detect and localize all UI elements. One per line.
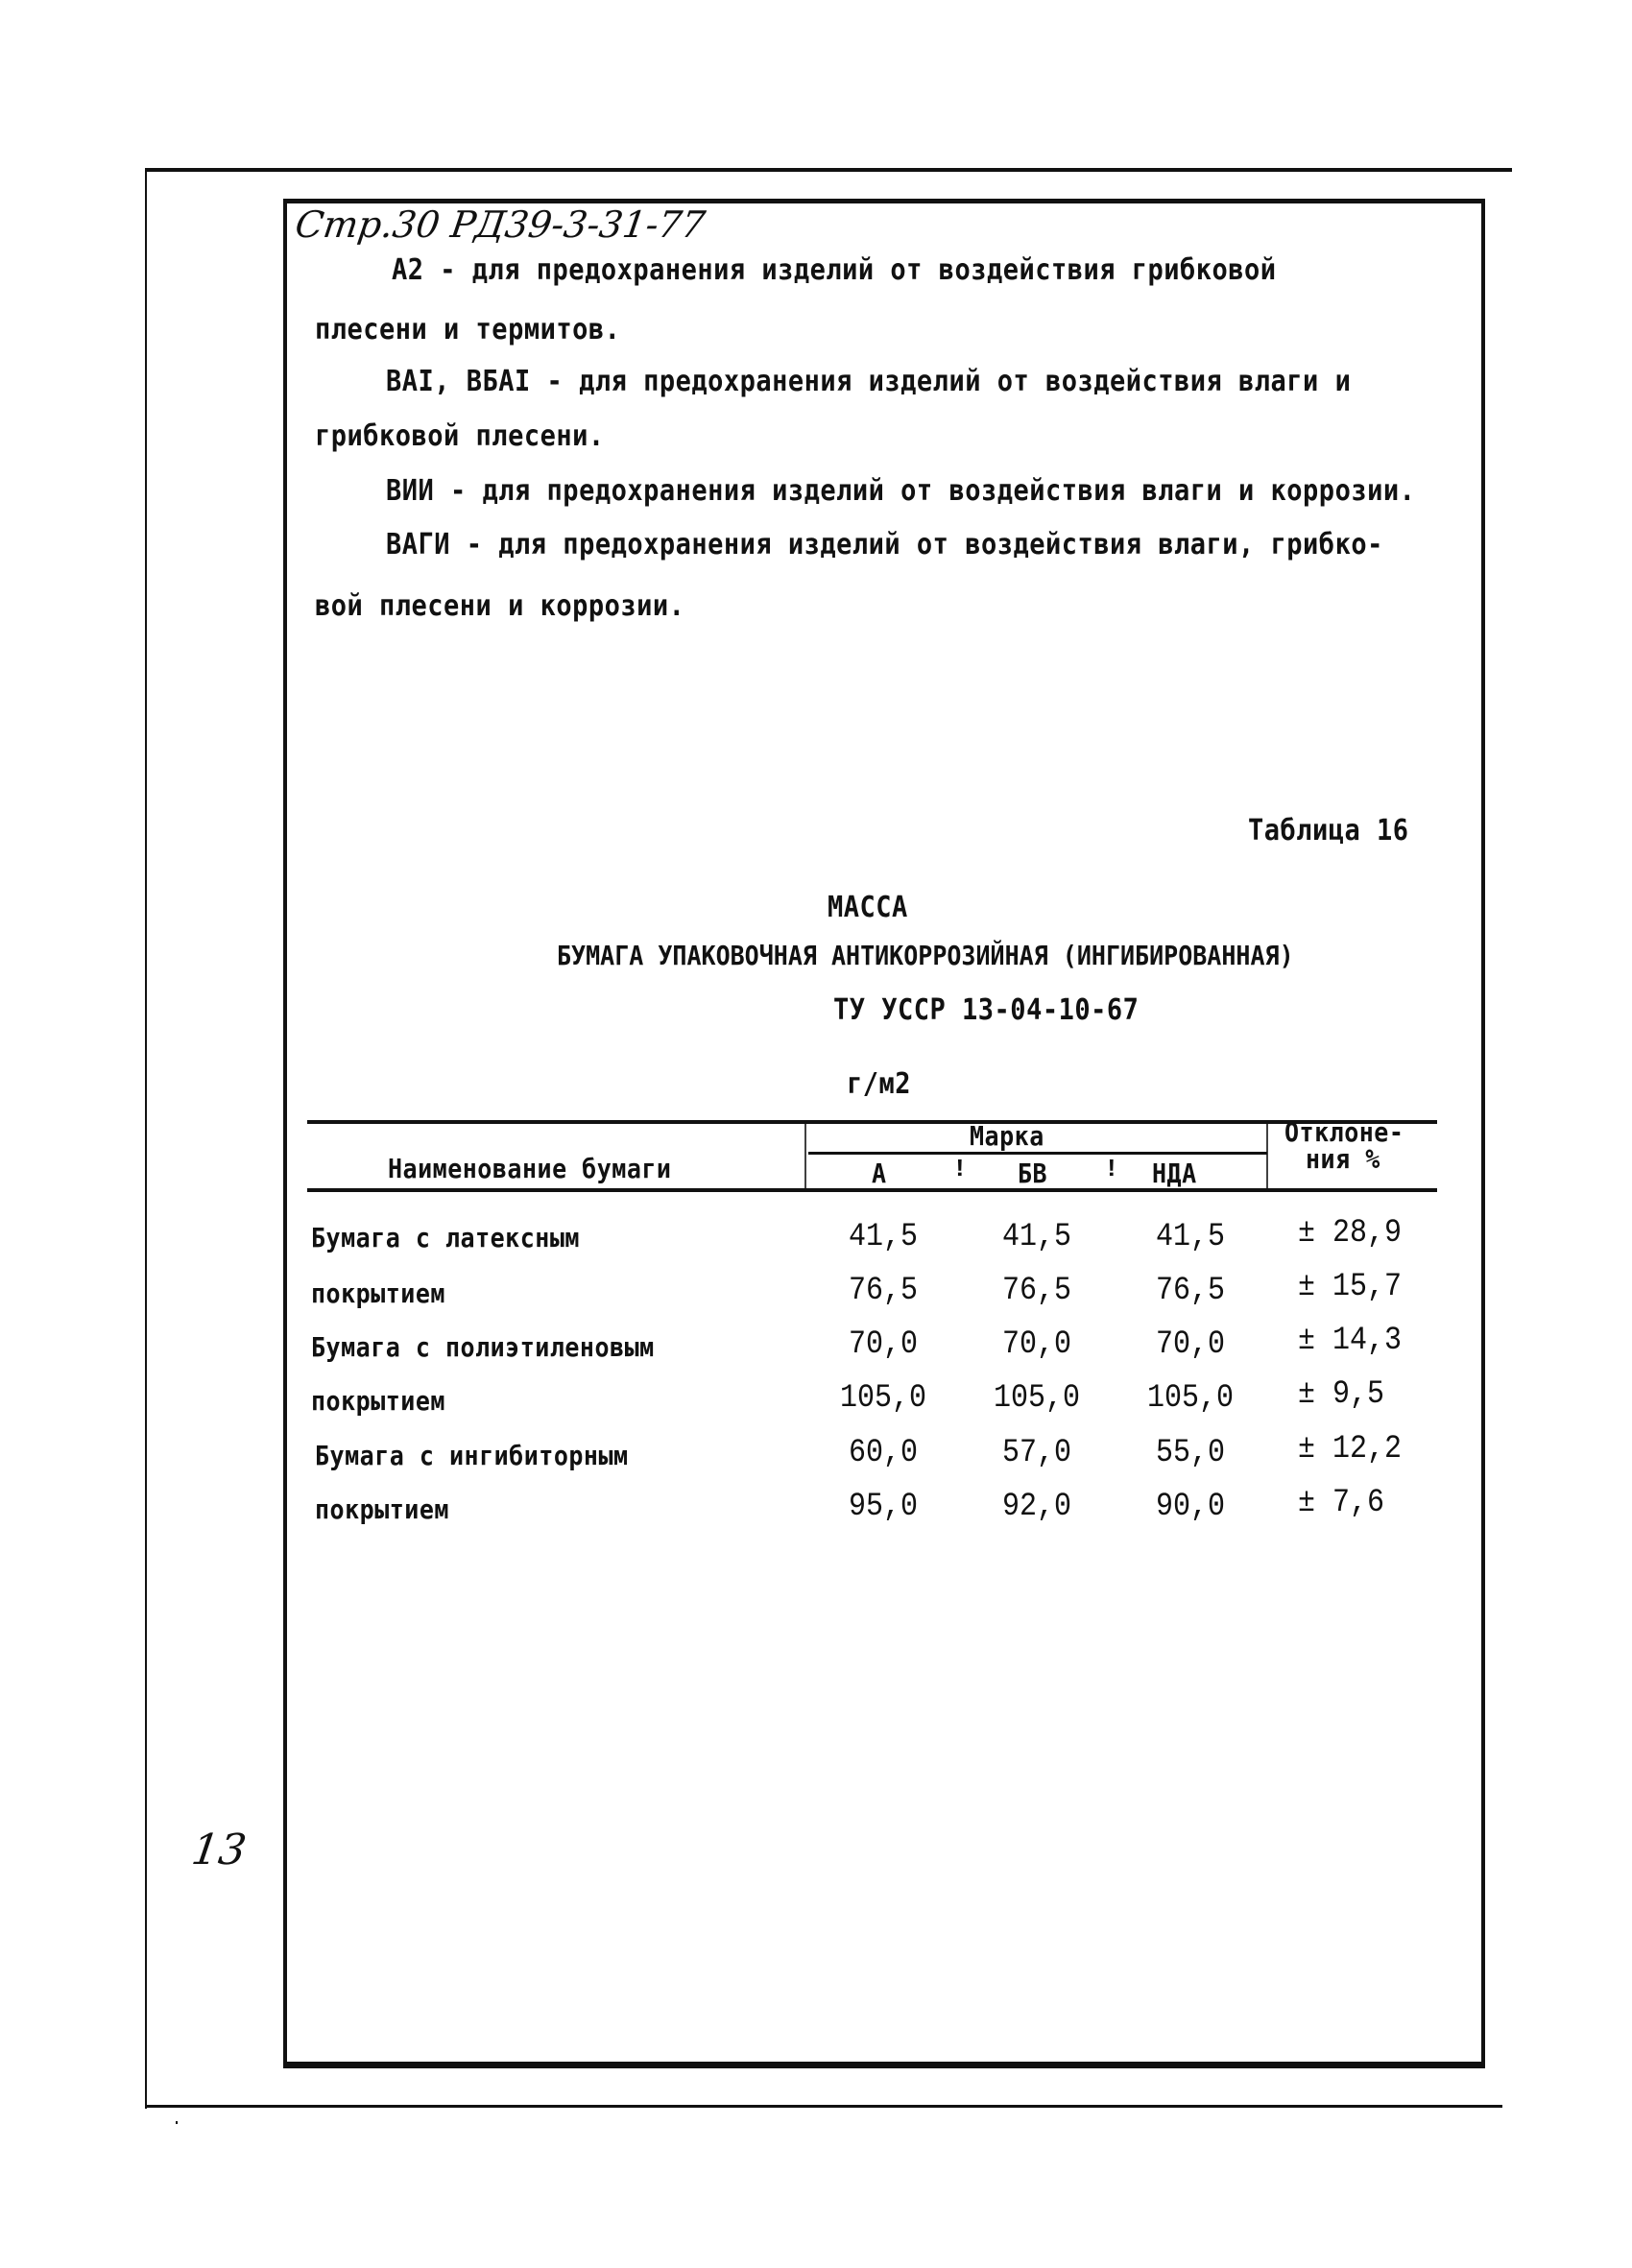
inner-frame-bottom [283, 2062, 1485, 2068]
page-header: Стр.30 РД39-3-31-77 [292, 203, 708, 246]
cell-a: 41,5 [848, 1218, 918, 1256]
table-divider-deviation [1266, 1120, 1268, 1190]
paragraph-4-line-1: ВАГИ - для предохранения изделий от воздействия влаги, грибко- [386, 528, 1383, 561]
paragraph-3-line-1: ВИИ - для предохранения изделий от воздействия влаги и коррозии. [386, 474, 1416, 508]
margin-page-number: 13 [188, 1826, 250, 1874]
row-name: Бумага с полиэтиленовым [311, 1331, 655, 1363]
cell-a: 105,0 [839, 1379, 926, 1418]
paragraph-2-line-2: грибковой плесени. [315, 419, 605, 453]
cell-bv: 92,0 [1001, 1488, 1071, 1526]
table-unit: г/м2 [847, 1067, 912, 1101]
row-name: покрытием [315, 1493, 449, 1525]
table-row [0, 1375, 1632, 1420]
table-row [0, 1214, 1632, 1259]
outer-frame-top [147, 168, 1512, 172]
table-row [0, 1484, 1632, 1529]
inner-frame-left [283, 199, 287, 2068]
paragraph-4-line-2: вой плесени и коррозии. [315, 589, 685, 623]
row-name: покрытием [311, 1385, 445, 1417]
cell-bv: 70,0 [1001, 1325, 1071, 1364]
header-grade-a: А [872, 1158, 887, 1189]
cell-bv: 41,5 [1001, 1218, 1071, 1256]
cell-a: 70,0 [848, 1325, 918, 1364]
cell-bv: 105,0 [993, 1379, 1080, 1418]
scan-speck [176, 2121, 178, 2124]
cell-deviation: ± 28,9 [1298, 1214, 1403, 1253]
cell-nda: 105,0 [1146, 1379, 1234, 1418]
header-name: Наименование бумаги [388, 1153, 672, 1184]
table-subtitle: БУМАГА УПАКОВОЧНАЯ АНТИКОРРОЗИЙНАЯ (ИНГИБИРОВАННАЯ) [557, 940, 1294, 971]
cell-bv: 57,0 [1001, 1434, 1071, 1472]
cell-a: 60,0 [848, 1434, 918, 1472]
cell-nda: 76,5 [1155, 1272, 1225, 1310]
header-separator: ! [952, 1155, 968, 1183]
cell-deviation: ± 12,2 [1298, 1430, 1403, 1468]
table-title: МАССА [828, 891, 908, 924]
cell-deviation: ± 15,7 [1298, 1268, 1403, 1306]
cell-nda: 55,0 [1155, 1434, 1225, 1472]
row-name: Бумага с ингибиторным [315, 1440, 629, 1471]
table-label: Таблица 16 [1248, 814, 1409, 848]
cell-nda: 41,5 [1155, 1218, 1225, 1256]
table-standard: ТУ УССР 13-04-10-67 [833, 993, 1140, 1027]
cell-deviation: ± 14,3 [1298, 1322, 1403, 1360]
cell-nda: 70,0 [1155, 1325, 1225, 1364]
cell-deviation: ± 9,5 [1298, 1375, 1385, 1414]
cell-a: 76,5 [848, 1272, 918, 1310]
header-grade-group: Марка [970, 1120, 1044, 1152]
cell-nda: 90,0 [1155, 1488, 1225, 1526]
row-name: покрытием [311, 1277, 445, 1309]
header-separator: ! [1104, 1155, 1119, 1183]
paragraph-2-line-1: ВАI, ВБАI - для предохранения изделий от воздействия влаги и [386, 365, 1352, 398]
paragraph-1-line-1: А2 - для предохранения изделий от воздействия грибковой [392, 253, 1277, 287]
table-row [0, 1322, 1632, 1367]
header-grade-bv: БВ [1018, 1158, 1048, 1189]
header-deviation-1: Отклоне- [1284, 1116, 1404, 1148]
table-row [0, 1430, 1632, 1475]
cell-a: 95,0 [848, 1488, 918, 1526]
table-row [0, 1268, 1632, 1313]
row-name: Бумага с латексным [311, 1222, 580, 1253]
cell-deviation: ± 7,6 [1298, 1484, 1385, 1522]
outer-frame-bottom [147, 2105, 1502, 2108]
inner-frame-right [1481, 199, 1485, 2065]
table-divider-name [804, 1120, 806, 1190]
outer-frame-left [145, 168, 147, 2109]
paragraph-1-line-2: плесени и термитов. [315, 313, 621, 346]
header-grade-nda: НДА [1152, 1158, 1197, 1189]
cell-bv: 76,5 [1001, 1272, 1071, 1310]
header-deviation-2: ния % [1306, 1143, 1380, 1175]
